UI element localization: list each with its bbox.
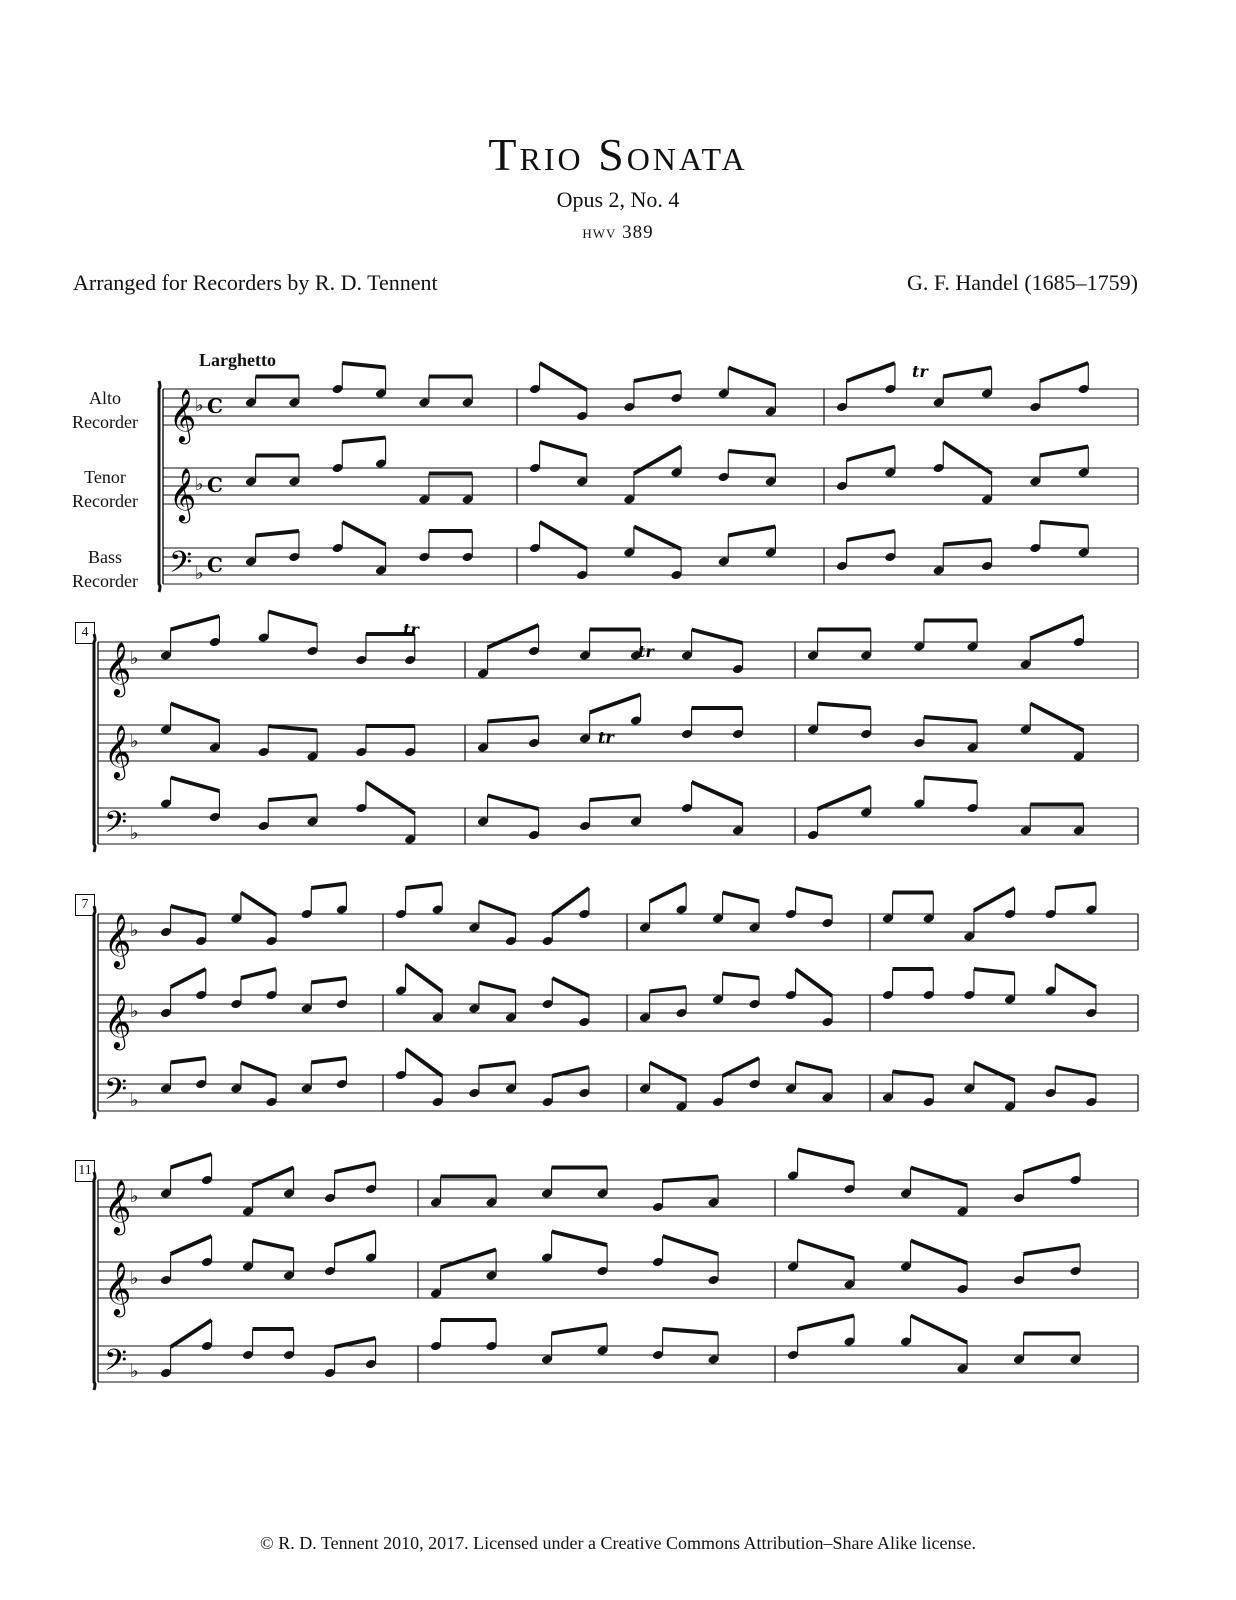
- note-beam: [911, 1316, 968, 1343]
- flat-sign: ♭: [130, 731, 139, 752]
- catalog-number: hwv 389: [582, 222, 654, 243]
- flat-sign: ♭: [130, 920, 139, 941]
- note-beam: [1030, 704, 1083, 731]
- note-beam: [634, 372, 681, 381]
- trill-mark: tr: [912, 362, 928, 381]
- note-beam: [171, 616, 220, 630]
- note-beam: [818, 704, 871, 709]
- note-beam: [1040, 363, 1088, 381]
- note-beam: [692, 782, 743, 805]
- note-beam: [943, 368, 991, 377]
- note-beam: [847, 531, 895, 540]
- note-beam: [366, 782, 415, 814]
- note-beam: [171, 704, 220, 722]
- bass-clef: 𝄢: [104, 1073, 128, 1114]
- note-beam: [552, 1232, 608, 1246]
- time-signature: C: [207, 553, 223, 577]
- treble-clef: 𝄞: [104, 1261, 132, 1315]
- note-beam: [488, 717, 539, 722]
- note-beam: [943, 442, 991, 474]
- system-bracket: [94, 634, 95, 852]
- note-beam: [171, 1058, 206, 1063]
- note-beam: [342, 438, 385, 443]
- note-beam: [479, 902, 516, 916]
- note-beam: [540, 363, 587, 390]
- note-beam: [590, 695, 641, 713]
- note-beam: [723, 893, 760, 902]
- note-beam: [847, 363, 895, 381]
- note-beam: [798, 1241, 855, 1259]
- note-beam: [342, 363, 385, 368]
- note-beam: [540, 442, 587, 456]
- note-beam: [488, 796, 539, 810]
- note-beam: [311, 978, 346, 983]
- treble-clef: 𝄞: [104, 994, 132, 1048]
- system-bracket: [94, 906, 95, 1119]
- treble-clef: 𝄞: [169, 388, 197, 442]
- bass-clef: 𝄢: [104, 1344, 128, 1385]
- note-beam: [171, 778, 220, 792]
- note-beam: [974, 888, 1015, 911]
- note-beam: [1040, 522, 1088, 527]
- instrument-name: Bass: [87, 547, 122, 567]
- composer-credit: G. F. Handel (1685–1759): [906, 270, 1138, 295]
- note-beam: [311, 1058, 346, 1063]
- trill-mark: tr: [638, 642, 654, 661]
- flat-sign: ♭: [130, 1090, 139, 1111]
- note-beam: [818, 787, 871, 810]
- note-beam: [847, 447, 895, 461]
- note-beam: [256, 531, 299, 536]
- note-beam: [796, 1063, 833, 1072]
- note-beam: [650, 1063, 687, 1081]
- flat-sign: ♭: [195, 563, 204, 584]
- instrument-name: Tenor: [84, 467, 126, 487]
- note-beam: [552, 1325, 608, 1334]
- flat-sign: ♭: [195, 395, 204, 416]
- score-title: Trio Sonata: [488, 129, 748, 180]
- note-beam: [663, 1329, 719, 1334]
- note-beam: [335, 1232, 376, 1246]
- note-beam: [268, 726, 317, 731]
- note-beam: [406, 884, 443, 889]
- note-beam: [663, 1236, 719, 1254]
- note-beam: [335, 1163, 376, 1172]
- note-beam: [590, 796, 641, 801]
- note-beam: [479, 983, 516, 992]
- flat-sign: ♭: [130, 1001, 139, 1022]
- note-beam: [798, 1150, 855, 1164]
- flat-sign: ♭: [130, 648, 139, 669]
- note-beam: [723, 974, 760, 979]
- note-beam: [406, 1049, 443, 1076]
- flat-sign: ♭: [195, 474, 204, 495]
- flat-sign: ♭: [130, 823, 139, 844]
- note-beam: [441, 1250, 497, 1268]
- note-beam: [488, 625, 539, 648]
- note-beam: [1024, 1154, 1081, 1172]
- note-beam: [911, 1168, 968, 1186]
- note-beam: [943, 540, 991, 545]
- measure-number-4: 4: [75, 622, 95, 644]
- instrument-name: Alto: [88, 388, 121, 408]
- note-beam: [311, 884, 346, 889]
- time-signature: C: [207, 473, 223, 497]
- treble-clef: 𝄞: [169, 467, 197, 521]
- note-beam: [253, 1168, 294, 1186]
- flat-sign: ♭: [130, 1186, 139, 1207]
- note-beam: [924, 717, 977, 722]
- measure-number-11: 11: [75, 1160, 95, 1182]
- measure-number-7: 7: [75, 894, 95, 916]
- trill-mark: tr: [598, 728, 614, 747]
- treble-clef: 𝄞: [104, 641, 132, 695]
- treble-clef: 𝄞: [104, 913, 132, 967]
- note-beam: [253, 1241, 294, 1250]
- treble-clef: 𝄞: [104, 724, 132, 778]
- opus-number: Opus 2, No. 4: [556, 187, 680, 212]
- note-beam: [1040, 447, 1088, 456]
- note-beam: [650, 987, 687, 992]
- note-beam: [728, 451, 775, 456]
- note-beam: [171, 969, 206, 987]
- system-bracket: [159, 381, 160, 592]
- note-beam: [552, 978, 589, 996]
- note-beam: [1024, 1245, 1081, 1254]
- time-signature: C: [207, 394, 223, 418]
- note-beam: [974, 969, 1015, 974]
- system-bracket: [94, 1172, 95, 1390]
- license-footer: © R. D. Tennent 2010, 2017. Licensed under a Creative Commons Attribution–Share Alike license.: [260, 1533, 976, 1553]
- tempo-marking: Larghetto: [199, 350, 276, 370]
- note-beam: [241, 893, 276, 916]
- note-beam: [728, 527, 775, 536]
- note-beam: [171, 1236, 212, 1254]
- flat-sign: ♭: [130, 1268, 139, 1289]
- note-beam: [540, 522, 587, 549]
- note-beam: [728, 368, 775, 386]
- note-beam: [924, 778, 977, 783]
- note-beam: [796, 969, 833, 996]
- treble-clef: 𝄞: [104, 1179, 132, 1233]
- note-beam: [796, 888, 833, 897]
- instrument-type: Recorder: [72, 491, 138, 511]
- note-beam: [911, 1241, 968, 1264]
- flat-sign: ♭: [130, 1361, 139, 1382]
- note-beam: [342, 522, 385, 545]
- note-beam: [479, 1063, 516, 1068]
- note-beam: [268, 612, 317, 626]
- note-beam: [798, 1316, 855, 1330]
- instrument-type: Recorder: [72, 412, 138, 432]
- note-beam: [692, 630, 743, 644]
- note-beam: [723, 1058, 760, 1076]
- note-beam: [974, 1063, 1015, 1081]
- note-beam: [1055, 884, 1096, 889]
- note-beam: [241, 1063, 276, 1077]
- note-beam: [634, 447, 681, 474]
- arranger-credit: Arranged for Recorders by R. D. Tennent: [73, 270, 438, 295]
- instrument-type: Recorder: [72, 571, 138, 591]
- note-beam: [241, 969, 276, 978]
- note-beam: [406, 965, 443, 992]
- note-beam: [171, 1154, 212, 1168]
- bass-clef: 𝄢: [169, 546, 193, 587]
- bass-clef: 𝄢: [104, 806, 128, 847]
- note-beam: [1055, 965, 1096, 988]
- note-beam: [268, 796, 317, 801]
- note-beam: [1030, 616, 1083, 639]
- note-beam: [634, 527, 681, 550]
- trill-mark: tr: [403, 620, 419, 639]
- note-beam: [650, 884, 687, 902]
